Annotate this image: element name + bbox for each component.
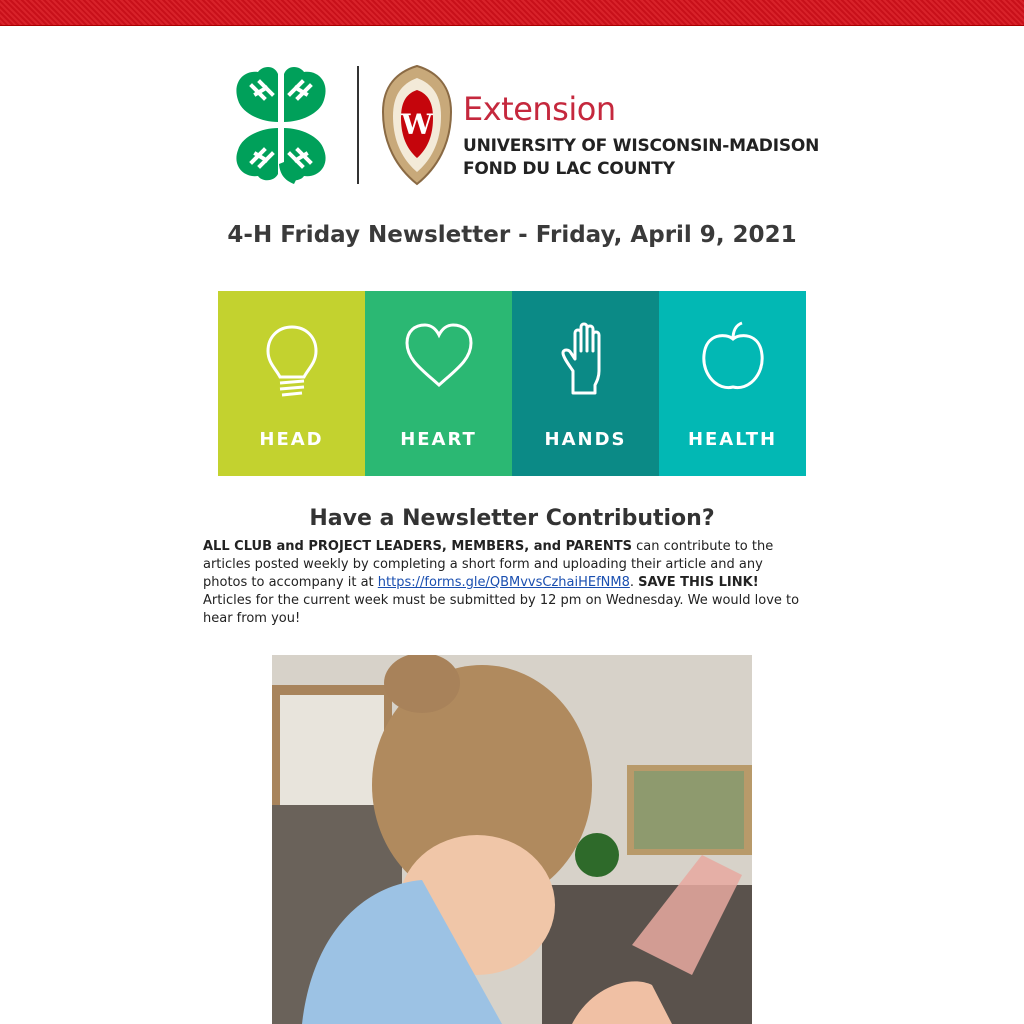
heart-icon	[403, 321, 475, 391]
save-link-note: SAVE THIS LINK!	[638, 575, 759, 590]
top-red-bar	[0, 0, 1024, 26]
banner-label-hands: HANDS	[544, 429, 627, 450]
logo-divider	[357, 66, 359, 184]
university-name: UNIVERSITY OF WISCONSIN-MADISON	[463, 136, 820, 156]
newsletter-title: 4-H Friday Newsletter - Friday, April 9, 2021	[227, 222, 797, 248]
photo-girl-decorating	[272, 655, 752, 1024]
four-h-banner	[218, 291, 806, 476]
uw-crest-icon	[379, 64, 455, 186]
four-h-clover-icon	[222, 64, 340, 184]
contribution-text-1: can contribute to the articles posted weekly by completing a short form and uploading their article and any photos to accompany it at	[203, 539, 774, 590]
county-name: FOND DU LAC COUNTY	[463, 159, 675, 179]
contribution-text-3: Articles for the current week must be submitted by 12 pm on Wednesday. We would love to hear from you!	[203, 593, 800, 626]
banner-label-heart: HEART	[400, 429, 477, 450]
contribution-heading: Have a Newsletter Contribution?	[309, 506, 715, 531]
featured-photo	[272, 655, 752, 1024]
contribution-lead: ALL CLUB and PROJECT LEADERS, MEMBERS, and PARENTS	[203, 539, 632, 554]
contribution-paragraph	[203, 538, 803, 628]
apple-icon	[700, 321, 766, 393]
banner-panel-heart	[365, 291, 512, 476]
banner-label-head: HEAD	[259, 429, 324, 450]
hand-icon	[559, 321, 613, 397]
lightbulb-icon	[262, 321, 322, 401]
crest-letter: W	[401, 108, 433, 141]
banner-panel-head	[218, 291, 365, 476]
contribution-form-link[interactable]: https://forms.gle/QBMvvsCzhaiHEfNM8	[377, 575, 630, 590]
banner-label-health: HEALTH	[687, 429, 778, 450]
banner-panel-health	[659, 291, 806, 476]
header-logos	[222, 62, 820, 186]
banner-panel-hands	[512, 291, 659, 476]
extension-title: Extension	[463, 90, 616, 128]
contribution-text-2: .	[629, 575, 639, 590]
